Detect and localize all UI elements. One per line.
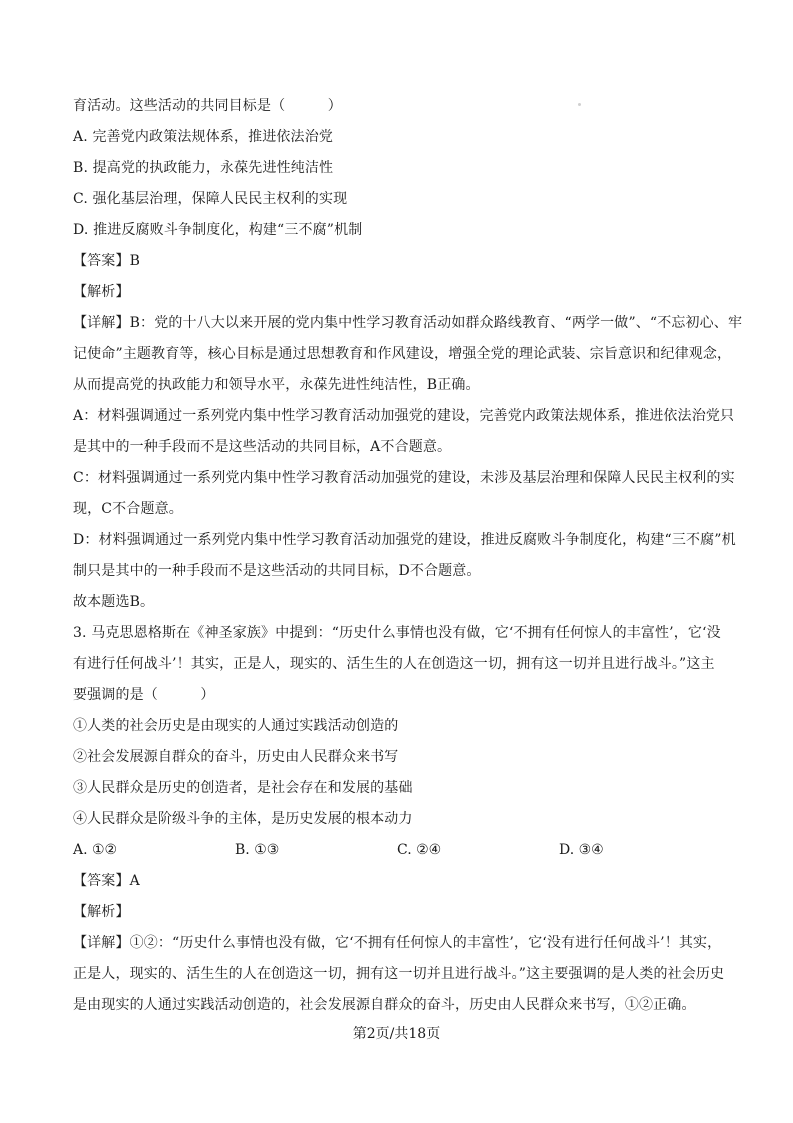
page-content	[73, 91, 743, 1021]
choice-d: D. ③④	[559, 842, 604, 858]
analysis-label: 【解析】	[73, 284, 130, 300]
detail-line: 是其中的一种手段而不是这些活动的共同目标，A不合题意。	[73, 439, 452, 455]
option-a: A. 完善党内政策法规体系，推进依法治党	[73, 129, 334, 145]
answer-line: 【答案】A	[73, 873, 140, 889]
question3-stem-line: 要强调的是（ ）	[73, 687, 215, 703]
detail-line: 从而提高党的执政能力和领导水平，永葆先进性纯洁性，B正确。	[73, 377, 480, 393]
question3-stem-line: 3. 马克思恩格斯在《神圣家族》中提到：“历史什么事情也没有做，它‘不拥有任何惊人的丰富性’，它‘没	[73, 625, 721, 641]
detail-line: C：材料强调通过一系列党内集中性学习教育活动加强党的建设，未涉及基层治理和保障人民民主权利的实	[73, 470, 735, 486]
detail-line: 制只是其中的一种手段而不是这些活动的共同目标，D不合题意。	[73, 563, 481, 579]
statement-2: ②社会发展源自群众的奋斗，历史由人民群众来书写	[73, 749, 399, 765]
choice-row	[73, 835, 733, 866]
question-stem-tail: 育活动。这些活动的共同目标是（ ）	[73, 98, 342, 114]
detail-line: 现，C不合题意。	[73, 501, 183, 517]
choice-a: A. ①②	[73, 842, 118, 858]
detail-line: 【详解】B：党的十八大以来开展的党内集中性学习教育活动如群众路线教育、“两学一做”、“不忘初心、牢	[73, 315, 743, 331]
option-d: D. 推进反腐败斗争制度化，构建“三不腐”机制	[73, 222, 363, 238]
detail-line: 正是人，现实的、活生生的人在创造这一切，拥有这一切并且进行战斗。”这主要强调的是人类的社会历史	[73, 966, 725, 982]
option-b: B. 提高党的执政能力，永葆先进性纯洁性	[73, 160, 334, 176]
page-footer: 第2页/共18页	[352, 1026, 441, 1042]
conclusion-line: 故本题选B。	[73, 594, 155, 610]
detail-line: 是由现实的人通过实践活动创造的，社会发展源自群众的奋斗，历史由人民群众来书写，①②正确。	[73, 997, 696, 1013]
analysis-label: 【解析】	[73, 904, 130, 920]
answer-line: 【答案】B	[73, 253, 141, 269]
detail-line: 【详解】①②：“历史什么事情也没有做，它‘不拥有任何惊人的丰富性’，它‘没有进行任何战斗’！其实，	[73, 935, 722, 951]
statement-4: ④人民群众是阶级斗争的主体，是历史发展的根本动力	[73, 811, 413, 827]
choice-b: B. ①③	[235, 842, 280, 858]
detail-line: D：材料强调通过一系列党内集中性学习教育活动加强党的建设，推进反腐败斗争制度化，构建“三不腐”机	[73, 532, 736, 548]
statement-1: ①人类的社会历史是由现实的人通过实践活动创造的	[73, 718, 399, 734]
detail-line: A：材料强调通过一系列党内集中性学习教育活动加强党的建设，完善党内政策法规体系，推进依法治党只	[73, 408, 735, 424]
statement-3: ③人民群众是历史的创造者，是社会存在和发展的基础	[73, 780, 413, 796]
choice-c: C. ②④	[397, 842, 442, 858]
question3-stem-line: 有进行任何战斗’！其实，正是人，现实的、活生生的人在创造这一切，拥有这一切并且进行战斗。”这主	[73, 656, 715, 672]
detail-line: 记使命”主题教育等，核心目标是通过思想教育和作风建设，增强全党的理论武装、宗旨意识和纪律观念，	[73, 346, 732, 362]
option-c: C. 强化基层治理，保障人民民主权利的实现	[73, 191, 348, 207]
